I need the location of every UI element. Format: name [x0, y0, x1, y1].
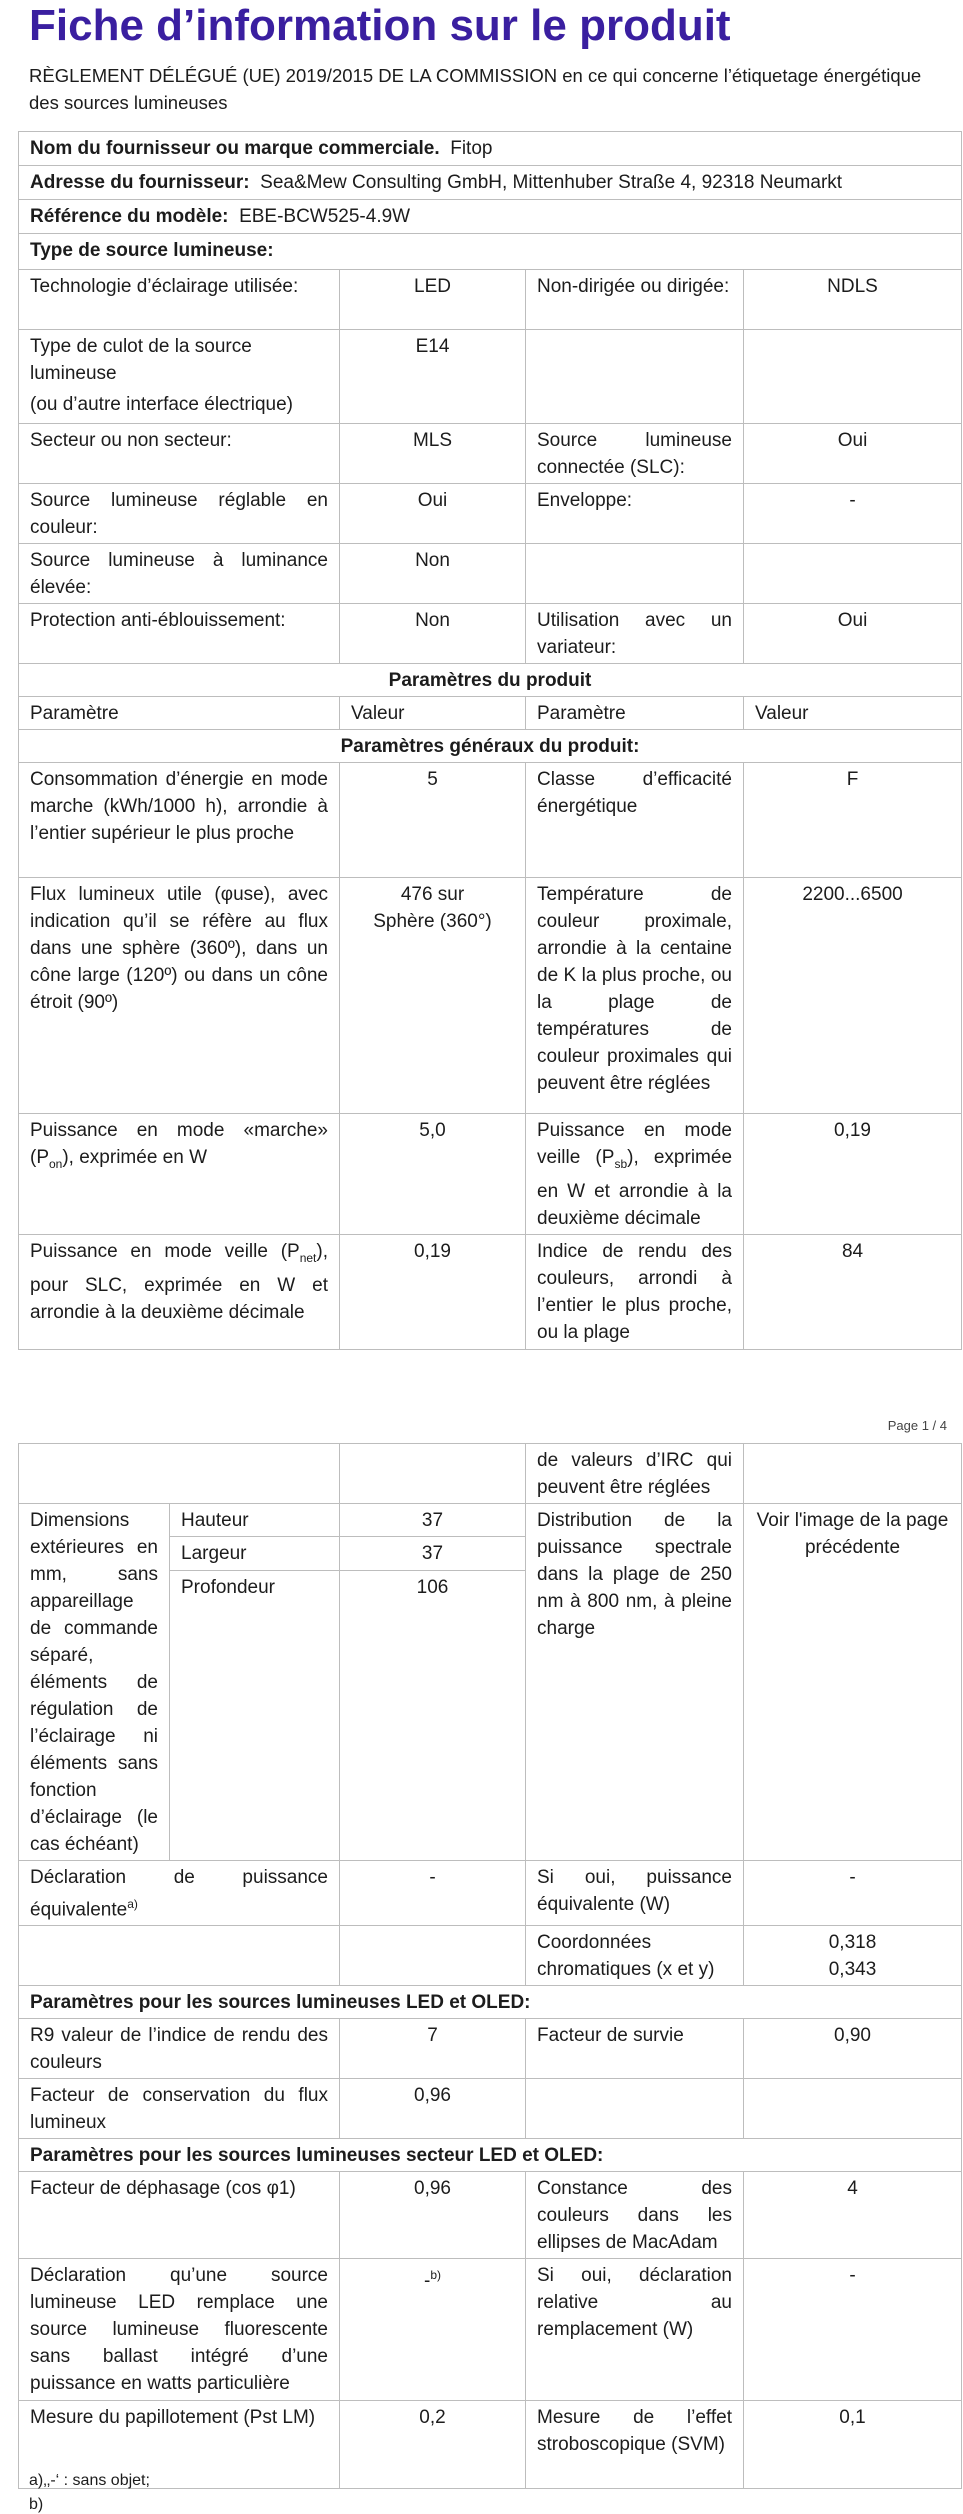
- flux-maintenance-label: Facteur de conservation du flux lumineux: [19, 2079, 340, 2139]
- survival-label: Facteur de survie: [526, 2019, 744, 2079]
- dimmer-label: Utilisation avec un variateur:: [526, 604, 744, 664]
- equivalent-power-label: Déclaration de puissance équivalente$^{a)}$: [19, 1861, 340, 1926]
- supplier-address-row: Adresse du fournisseur: Sea&Mew Consulting GmbH, Mittenhuber Straße 4, 92318 Neumarkt: [19, 166, 962, 200]
- spd-label: Distribution de la puissance spectrale dans la plage de 250 nm à 800 nm, à pleine charge: [526, 1504, 744, 1861]
- led-oled-heading: Paramètres pour les sources lumineuses LED et OLED:: [19, 1986, 962, 2019]
- energy-value: 5: [340, 763, 526, 878]
- height-value: 37: [340, 1504, 526, 1537]
- footnote-b: b): [29, 2496, 44, 2513]
- product-info-table-continued: [18, 1443, 962, 2489]
- col-header-param: Paramètre: [19, 697, 340, 730]
- directional-label: Non-dirigée ou dirigée:: [526, 270, 744, 330]
- cap-value: E14: [340, 330, 526, 424]
- supplier-address: Sea&Mew Consulting GmbH, Mittenhuber Straße 4, 92318 Neumarkt: [260, 172, 843, 193]
- dimensions-label: Dimensions extérieures en mm, sans appareillage de commande séparé, éléments de régulation de l’éclairage ni éléments sans fonction d’éclairage (le cas échéant): [19, 1504, 170, 1861]
- tech-value: LED: [340, 270, 526, 330]
- source-type-heading: Type de source lumineuse:: [19, 234, 962, 270]
- product-info-table: [18, 131, 962, 1350]
- energy-label: Consommation d’énergie en mode marche (kWh/1000 h), arrondie à l’entier supérieur le plus proche: [19, 763, 340, 878]
- standby-power-value: 0,19: [744, 1114, 962, 1235]
- flicker-value: 0,2: [340, 2401, 526, 2489]
- height-label: Hauteur: [170, 1504, 340, 1537]
- colour-tunable-label: Source lumineuse réglable en couleur:: [19, 484, 340, 544]
- cri-label-part2: de valeurs d’IRC qui peuvent être réglées: [526, 1444, 744, 1504]
- network-standby-label: Puissance en mode veille $(P_{net})$, pour SLC, exprimée en W et arrondie à la deuxième décimale: [19, 1234, 340, 1349]
- cri-label-part1: Indice de rendu des couleurs, arrondi à l’entier le plus proche, ou la plage: [526, 1234, 744, 1349]
- connected-label: Source lumineuse connectée (SLC):: [526, 424, 744, 484]
- directional-value: NDLS: [744, 270, 962, 330]
- supplier-name: Fitop: [450, 138, 493, 159]
- product-params-heading: Paramètres du produit: [19, 664, 962, 697]
- depth-value: 106: [340, 1570, 526, 1860]
- high-luminance-value: Non: [340, 544, 526, 604]
- colour-tunable-value: Oui: [340, 484, 526, 544]
- col-header-value-2: Valeur: [744, 697, 962, 730]
- standby-power-label: Puissance en mode veille $(P_{sb})$, exprimée en W et arrondie à la deuxième décimale: [526, 1114, 744, 1235]
- spd-value: Voir l'image de la page précédente: [744, 1504, 962, 1861]
- regulation-text: RÈGLEMENT DÉLÉGUÉ (UE) 2019/2015 DE LA COMMISSION en ce qui concerne l’étiquetage énergétique des sources lumineuses: [29, 65, 922, 113]
- cri-value: 84: [744, 1234, 962, 1349]
- model-reference: EBE-BCW525-4.9W: [239, 206, 411, 227]
- stroboscopic-value: 0,1: [744, 2401, 962, 2489]
- replacement-label: Déclaration qu’une source lumineuse LED remplace une source lumineuse fluorescente sans ballast intégré d’une puissance en watts particulière: [19, 2259, 340, 2401]
- macadam-label: Constance des couleurs dans les ellipses de MacAdam: [526, 2172, 744, 2259]
- stroboscopic-label: Mesure de l’effet stroboscopique (SVM): [526, 2401, 744, 2489]
- page-2: [0, 1378, 963, 2513]
- equivalent-power-w-label: Si oui, puissance équivalente (W): [526, 1861, 744, 1926]
- col-header-value: Valeur: [340, 697, 526, 730]
- replacement-value: -$^{b)}$: [340, 2259, 526, 2401]
- glare-label: Protection anti-éblouissement:: [19, 604, 340, 664]
- cap-label: Type de culot de la source lumineuse (ou d’autre interface électrique): [19, 330, 340, 424]
- network-standby-value: 0,19: [340, 1234, 526, 1349]
- equivalent-power-value: -: [340, 1861, 526, 1926]
- on-mode-power-value: 5,0: [340, 1114, 526, 1235]
- general-params-heading: Paramètres généraux du produit:: [19, 730, 962, 763]
- tech-label: Technologie d’éclairage utilisée:: [19, 270, 340, 330]
- r9-value: 7: [340, 2019, 526, 2079]
- mains-value: MLS: [340, 424, 526, 484]
- supplier-name-row: Nom du fournisseur ou marque commerciale. Fitop: [19, 132, 962, 166]
- chromaticity-label: Coordonnées chromatiques (x et y): [526, 1926, 744, 1986]
- flux-value: 476 sur Sphère (360°): [340, 878, 526, 1114]
- page-number: Page 1 / 4: [887, 1418, 947, 1433]
- efficiency-class-label: Classe d’efficacité énergétique: [526, 763, 744, 878]
- r9-label: R9 valeur de l’indice de rendu des couleurs: [19, 2019, 340, 2079]
- high-luminance-label: Source lumineuse à luminance élevée:: [19, 544, 340, 604]
- col-header-param-2: Paramètre: [526, 697, 744, 730]
- replacement-power-value: -: [744, 2259, 962, 2401]
- flux-maintenance-value: 0,96: [340, 2079, 526, 2139]
- width-value: 37: [340, 1537, 526, 1570]
- power-factor-label: Facteur de déphasage (cos φ1): [19, 2172, 340, 2259]
- envelope-label: Enveloppe:: [526, 484, 744, 544]
- macadam-value: 4: [744, 2172, 962, 2259]
- power-factor-value: 0,96: [340, 2172, 526, 2259]
- survival-value: 0,90: [744, 2019, 962, 2079]
- width-label: Largeur: [170, 1537, 340, 1570]
- flux-label: Flux lumineux utile (φuse), avec indication qu’il se réfère au flux dans une sphère (360º), dans un cône large (120º) ou dans un cône étroit (90º): [19, 878, 340, 1114]
- equivalent-power-w-value: -: [744, 1861, 962, 1926]
- connected-value: Oui: [744, 424, 962, 484]
- mains-label: Secteur ou non secteur:: [19, 424, 340, 484]
- chromaticity-value: 0,318 0,343: [744, 1926, 962, 1986]
- efficiency-class-value: F: [744, 763, 962, 878]
- on-mode-power-label: Puissance en mode «marche» $(P_{on})$, exprimée en W: [19, 1114, 340, 1235]
- page-title: Fiche d’information sur le produit: [29, 1, 731, 50]
- model-reference-row: Référence du modèle: EBE-BCW525-4.9W: [19, 200, 962, 234]
- envelope-value: -: [744, 484, 962, 544]
- flicker-label: Mesure du papillotement (Pst LM): [19, 2401, 340, 2489]
- depth-label: Profondeur: [170, 1570, 340, 1860]
- dimmer-value: Oui: [744, 604, 962, 664]
- mains-led-heading: Paramètres pour les sources lumineuses secteur LED et OLED:: [19, 2139, 962, 2172]
- cct-label: Température de couleur proximale, arrondie à la centaine de K la plus proche, ou la plage de températures de couleur proximales qui peuvent être réglées: [526, 878, 744, 1114]
- glare-value: Non: [340, 604, 526, 664]
- cct-value: 2200...6500: [744, 878, 962, 1114]
- replacement-power-label: Si oui, déclaration relative au remplacement (W): [526, 2259, 744, 2401]
- footnote-a: a)‚‚-‘ : sans objet;: [29, 2472, 150, 2489]
